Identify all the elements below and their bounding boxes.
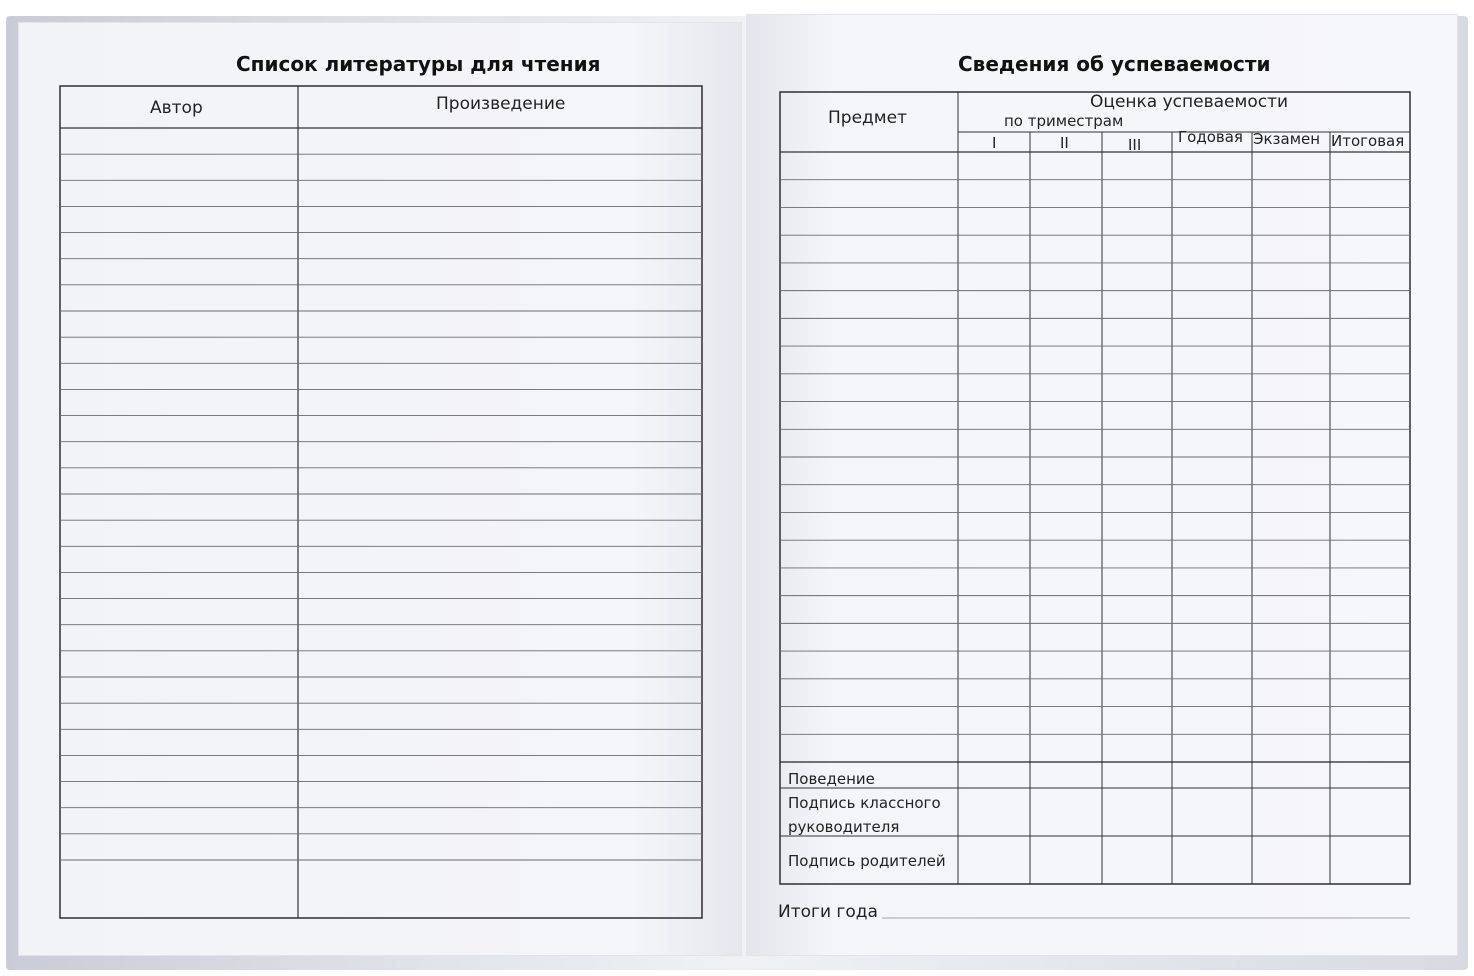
work-column-header: Произведение [436, 94, 566, 114]
author-column-header: Автор [150, 98, 203, 118]
reading-list-title: Список литературы для чтения [236, 52, 601, 76]
grade-column-header: Оценка успеваемости [1090, 92, 1289, 112]
parent-signature-label: Подпись родителей [788, 852, 946, 870]
grades-table-border [780, 92, 1410, 884]
reading-list-grid [18, 22, 742, 956]
subject-column-header: Предмет [828, 108, 907, 128]
exam-column-header: Экзамен [1253, 130, 1321, 148]
trimester-3-header: III [1128, 136, 1142, 154]
reading-table-border [60, 86, 702, 918]
teacher-signature-label-line1: Подпись классного [788, 794, 941, 812]
trimester-1-header: I [992, 134, 997, 152]
grades-title: Сведения об успеваемости [958, 52, 1271, 76]
final-column-header: Итоговая [1331, 132, 1405, 150]
trimester-2-header: II [1060, 134, 1069, 152]
grades-grid [746, 14, 1458, 956]
teacher-signature-label-line2: руководителя [788, 818, 900, 836]
right-page [746, 14, 1458, 956]
annual-column-header: Годовая [1178, 128, 1243, 146]
left-page [18, 22, 742, 956]
year-results-label: Итоги года [778, 902, 878, 922]
behavior-row-label: Поведение [788, 770, 875, 788]
trimester-subheader: по триместрам [1004, 112, 1124, 130]
